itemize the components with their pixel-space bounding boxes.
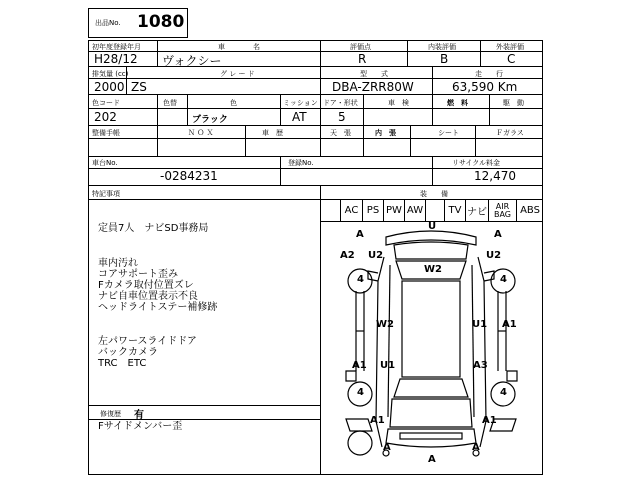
model-value: ヴォクシー <box>162 54 222 68</box>
mark-a2: A2 <box>340 250 355 261</box>
interior-score-value: B <box>440 52 449 66</box>
mark-tire-rr: 4 <box>500 387 507 398</box>
mileage-label: 走 行 <box>475 70 503 78</box>
color-code-value: 202 <box>94 110 117 124</box>
exterior-score-value: C <box>507 52 516 66</box>
lot-number: 1080 <box>137 12 185 32</box>
score-label: 評価点 <box>350 43 371 51</box>
reg-label: 登録No. <box>288 159 314 167</box>
mark-w2-left: W2 <box>376 319 394 330</box>
notes-header: 特記事項 <box>92 190 120 198</box>
recycle-label: リサイクル料金 <box>452 159 501 167</box>
lot-box <box>88 8 188 38</box>
mark-u2-l: U2 <box>368 250 384 261</box>
mark-u1-mid: U1 <box>472 319 488 330</box>
note-line-4: Fカメラ取付位置ズレ <box>98 280 194 291</box>
exterior-score-label: 外装評価 <box>496 43 524 51</box>
equip-airbag: AIR BAG <box>488 200 516 221</box>
grade-value: ZS <box>131 80 147 94</box>
chassis-value: -0284231 <box>160 169 218 183</box>
seat-label: シート <box>438 129 459 137</box>
glass-label: Ｆガラス <box>496 129 524 137</box>
mark-u2-r: U2 <box>486 250 502 261</box>
mark-a3: A3 <box>473 360 488 371</box>
equip-abs: ABS <box>516 200 543 221</box>
mark-a1-br: A1 <box>482 415 497 426</box>
lot-label: 出品No. <box>95 19 121 27</box>
note-line-5: ナビ自車位置表示不良 <box>98 291 198 302</box>
mark-a-bl: A <box>383 442 391 453</box>
mark-a-bottom: A <box>428 454 436 465</box>
mileage-value: 63,590 Km <box>452 80 518 94</box>
nox-label: Ｎ Ｏ Ｘ <box>188 129 214 137</box>
score-value: R <box>358 52 367 66</box>
note-line-8: 左パワースライドドア <box>98 336 197 347</box>
equip-tv: TV <box>444 200 465 221</box>
mark-a-tr: A <box>494 229 502 240</box>
note-line-9: バックカメラ <box>98 347 158 358</box>
type-value: DBA-ZRR80W <box>332 80 414 94</box>
model-label: 車 名 <box>218 43 260 51</box>
mark-u-top: U <box>428 221 437 232</box>
door-label: ドア・形状 <box>323 99 358 107</box>
mark-tire-fr: 4 <box>500 274 507 285</box>
chassis-label: 車台No. <box>92 159 118 167</box>
note-line-3: コアサポート歪み <box>98 269 178 280</box>
grade-label: グ レ ー ド <box>220 70 255 78</box>
repair-value: 有 <box>134 410 144 421</box>
cc-label: 排気量 (cc) <box>92 70 129 78</box>
cc-value: 2000 <box>94 80 125 94</box>
drive-label: 駆 動 <box>503 99 524 107</box>
repair-detail: Fサイドメンバー歪 <box>98 421 183 432</box>
interior-score-label: 内装評価 <box>428 43 456 51</box>
type-label: 型 式 <box>360 70 388 78</box>
mark-tire-fl: 4 <box>357 274 364 285</box>
inner-lining-label: 内 張 <box>375 129 396 137</box>
equip-aw: AW <box>404 200 425 221</box>
year-label: 初年度登録年月 <box>92 43 141 51</box>
equip-navi: ナビ <box>465 200 488 221</box>
note-line-2: 車内汚れ <box>98 258 138 269</box>
mission-label: ミッション <box>283 99 318 107</box>
note-line-10: TRC ETC <box>98 358 147 369</box>
fuel-label: 燃 料 <box>447 99 468 107</box>
repair-label: 修復歴 <box>100 410 121 418</box>
mark-a-br: A <box>472 442 480 453</box>
equipment-header: 装 備 <box>420 190 448 198</box>
mark-a1-rear: A1 <box>502 319 517 330</box>
mark-u1-l: U1 <box>380 360 396 371</box>
mark-w2-roof: W2 <box>424 264 442 275</box>
color-code-label: 色コード <box>92 99 120 107</box>
mark-a1-l: A1 <box>352 360 367 371</box>
color-value: ブラック <box>192 115 228 125</box>
mark-a1-bl: A1 <box>370 415 385 426</box>
equip-pw: PW <box>383 200 404 221</box>
manual-label: 整備手帳 <box>92 129 120 137</box>
equip-ps: PS <box>362 200 383 221</box>
mark-tire-rl: 4 <box>357 387 364 398</box>
mark-a-tl: A <box>356 229 364 240</box>
equip-blank <box>425 200 444 221</box>
roof-label: 天 張 <box>330 129 351 137</box>
history-label: 車 歴 <box>262 129 283 137</box>
color-change-label: 色替 <box>163 99 177 107</box>
recycle-value: 12,470 <box>474 169 516 183</box>
mission-value: AT <box>292 110 307 124</box>
door-value: 5 <box>338 110 346 124</box>
note-line-0: 定員7人 ナビSD事務局 <box>98 223 209 234</box>
color-label: 色 <box>230 99 237 107</box>
inspection-label: 車 検 <box>388 99 409 107</box>
year-value: H28/12 <box>94 52 138 66</box>
note-line-6: ヘッドライトステー補修跡 <box>98 302 218 313</box>
equip-ac: AC <box>340 200 362 221</box>
